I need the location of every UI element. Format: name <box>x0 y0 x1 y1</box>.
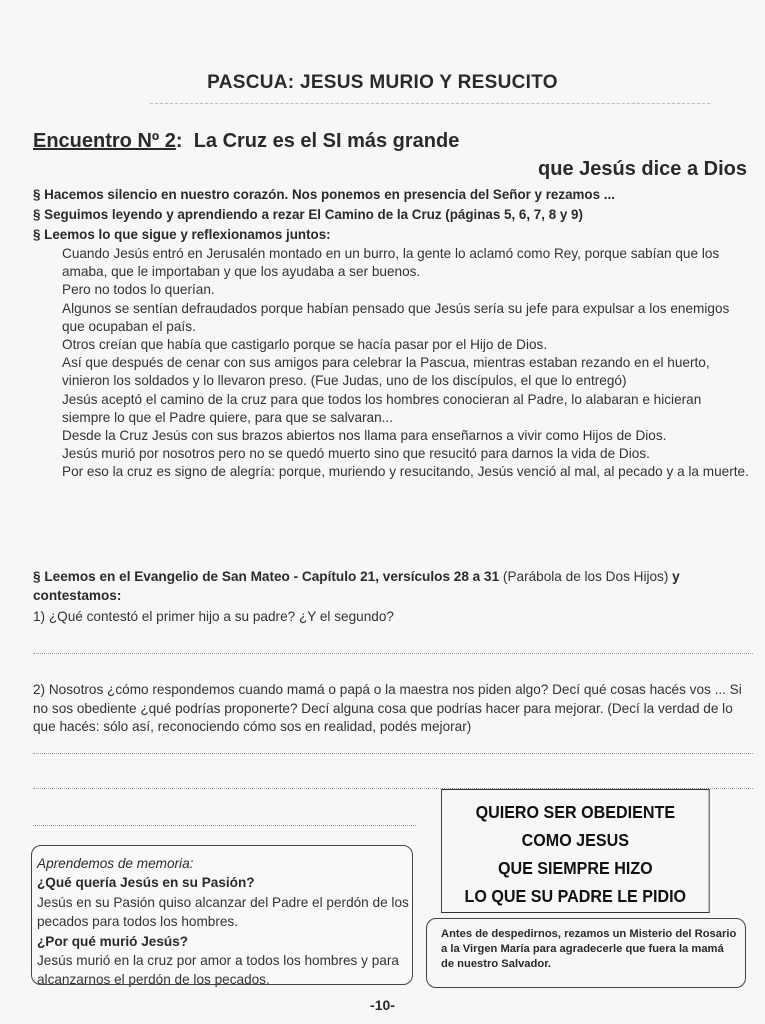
gospel-answer-prompt: y contestamos: <box>33 569 680 603</box>
question-1: 1) ¿Qué contestó el primer hijo a su padre? ¿Y el segundo? <box>33 609 394 624</box>
reading-paragraph: Jesús murió por nosotros pero no se quedó muerto sino que resucitó para darnos la vida de Dios. <box>62 446 650 462</box>
answer-line[interactable] <box>33 753 753 754</box>
memory-question-2: ¿Por qué murió Jesús? <box>37 933 189 949</box>
bullet-silence: § Hacemos silencio en nuestro corazón. Nos ponemos en presencia del Señor y rezamos ... <box>33 187 615 202</box>
reading-paragraph: Jesús aceptó el camino de la cruz para que todos los hombres conocieran al Padre, lo alabaran e hicieran siempre lo que el Padre quiere, para que se salvaran... <box>62 391 702 425</box>
reading-paragraph: Desde la Cruz Jesús con sus brazos abiertos nos llama para enseñarnos a vivir como Hijos de Dios. <box>62 428 667 444</box>
motto-line: QUIERO SER OBEDIENTE <box>475 802 676 822</box>
reading-paragraph: Por eso la cruz es signo de alegría: porque, muriendo y resucitando, Jesús venció al mal, al pecado y a la muerte. <box>62 464 749 480</box>
reading-paragraph: Algunos se sentían defraudados porque habían pensado que Jesús sería su jefe para expulsar a los enemigos que ocupaban el país. <box>62 300 730 334</box>
title-divider <box>150 103 710 104</box>
reading-paragraph: Cuando Jesús entró en Jerusalén montado en un burro, la gente lo aclamó como Rey, porque sabían que los amaba, que le importaban y que los ayudaba a ser buenos. <box>62 246 720 280</box>
memory-heading: Aprendemos de memoria: <box>37 856 194 871</box>
motto-line: LO QUE SU PADRE LE PIDIO <box>464 886 687 906</box>
reading-text <box>62 245 752 482</box>
bullet-reflect: § Leemos lo que sigue y reflexionamos juntos: <box>33 227 331 242</box>
bullet-way-of-cross: § Seguimos leyendo y aprendiendo a rezar El Camino de la Cruz (páginas 5, 6, 7, 8 y 9) <box>33 207 583 222</box>
motto-line: COMO JESUS <box>521 830 629 850</box>
answer-line[interactable] <box>33 653 753 654</box>
reading-paragraph: Así que después de cenar con sus amigos para celebrar la Pascua, mientras estaban rezando en el huerto, vinieron los soldados y lo llevaron preso. (Fue Judas, uno de los discípulos, el que lo entregó) <box>62 355 710 389</box>
reading-paragraph: Pero no todos lo querían. <box>62 282 215 298</box>
memory-answer-1: Jesús en su Pasión quiso alcanzar del Padre el perdón de los pecados para todos los hombres. <box>37 894 409 930</box>
memory-question-1: ¿Qué quería Jesús en su Pasión? <box>37 875 255 891</box>
lesson-number: Encuentro Nº 2 <box>33 130 176 152</box>
motto-box <box>441 789 710 913</box>
gospel-instruction <box>33 568 755 605</box>
gospel-reference: § Leemos en el Evangelio de San Mateo - Capítulo 21, versículos 28 a 31 <box>33 569 500 584</box>
lesson-heading <box>33 130 459 153</box>
memory-answer-2: Jesús murió en la cruz por amor a todos los hombres y para alcanzarnos el perdón de los pecados. <box>37 953 399 988</box>
reading-paragraph: Otros creían que había que castigarlo porque se hacía pasar por el Hijo de Dios. <box>62 337 548 353</box>
page-title: PASCUA: JESUS MURIO Y RESUCITO <box>207 72 558 93</box>
page-number: -10- <box>370 997 395 1013</box>
answer-line[interactable] <box>33 825 416 826</box>
lesson-colon: : <box>175 130 183 152</box>
memory-box <box>31 845 413 988</box>
question-2: 2) Nosotros ¿cómo respondemos cuando mamá o papá o la maestra nos piden algo? Decí qué cosas hacés vos ... Si no sos obediente ¿qué podrías proponerte? Decí alguna cosa que podrías hacer para mejorar. (Decí la verdad de lo que hacés: sólo así, reconociendo cómo sos en realidad, podés mejorar) <box>33 682 742 735</box>
lesson-title-line2: que Jesús dice a Dios <box>538 158 747 180</box>
gospel-parable: (Parábola de los Dos Hijos) <box>499 569 669 584</box>
motto-line: QUE SIEMPRE HIZO <box>497 858 653 878</box>
farewell-box: Antes de despedirnos, rezamos un Misterio del Rosario a la Virgen María para agradecerle que fuera la mamá de nuestro Salvador. <box>426 918 746 988</box>
lesson-title-line1: La Cruz es el SI más grande <box>193 130 460 152</box>
